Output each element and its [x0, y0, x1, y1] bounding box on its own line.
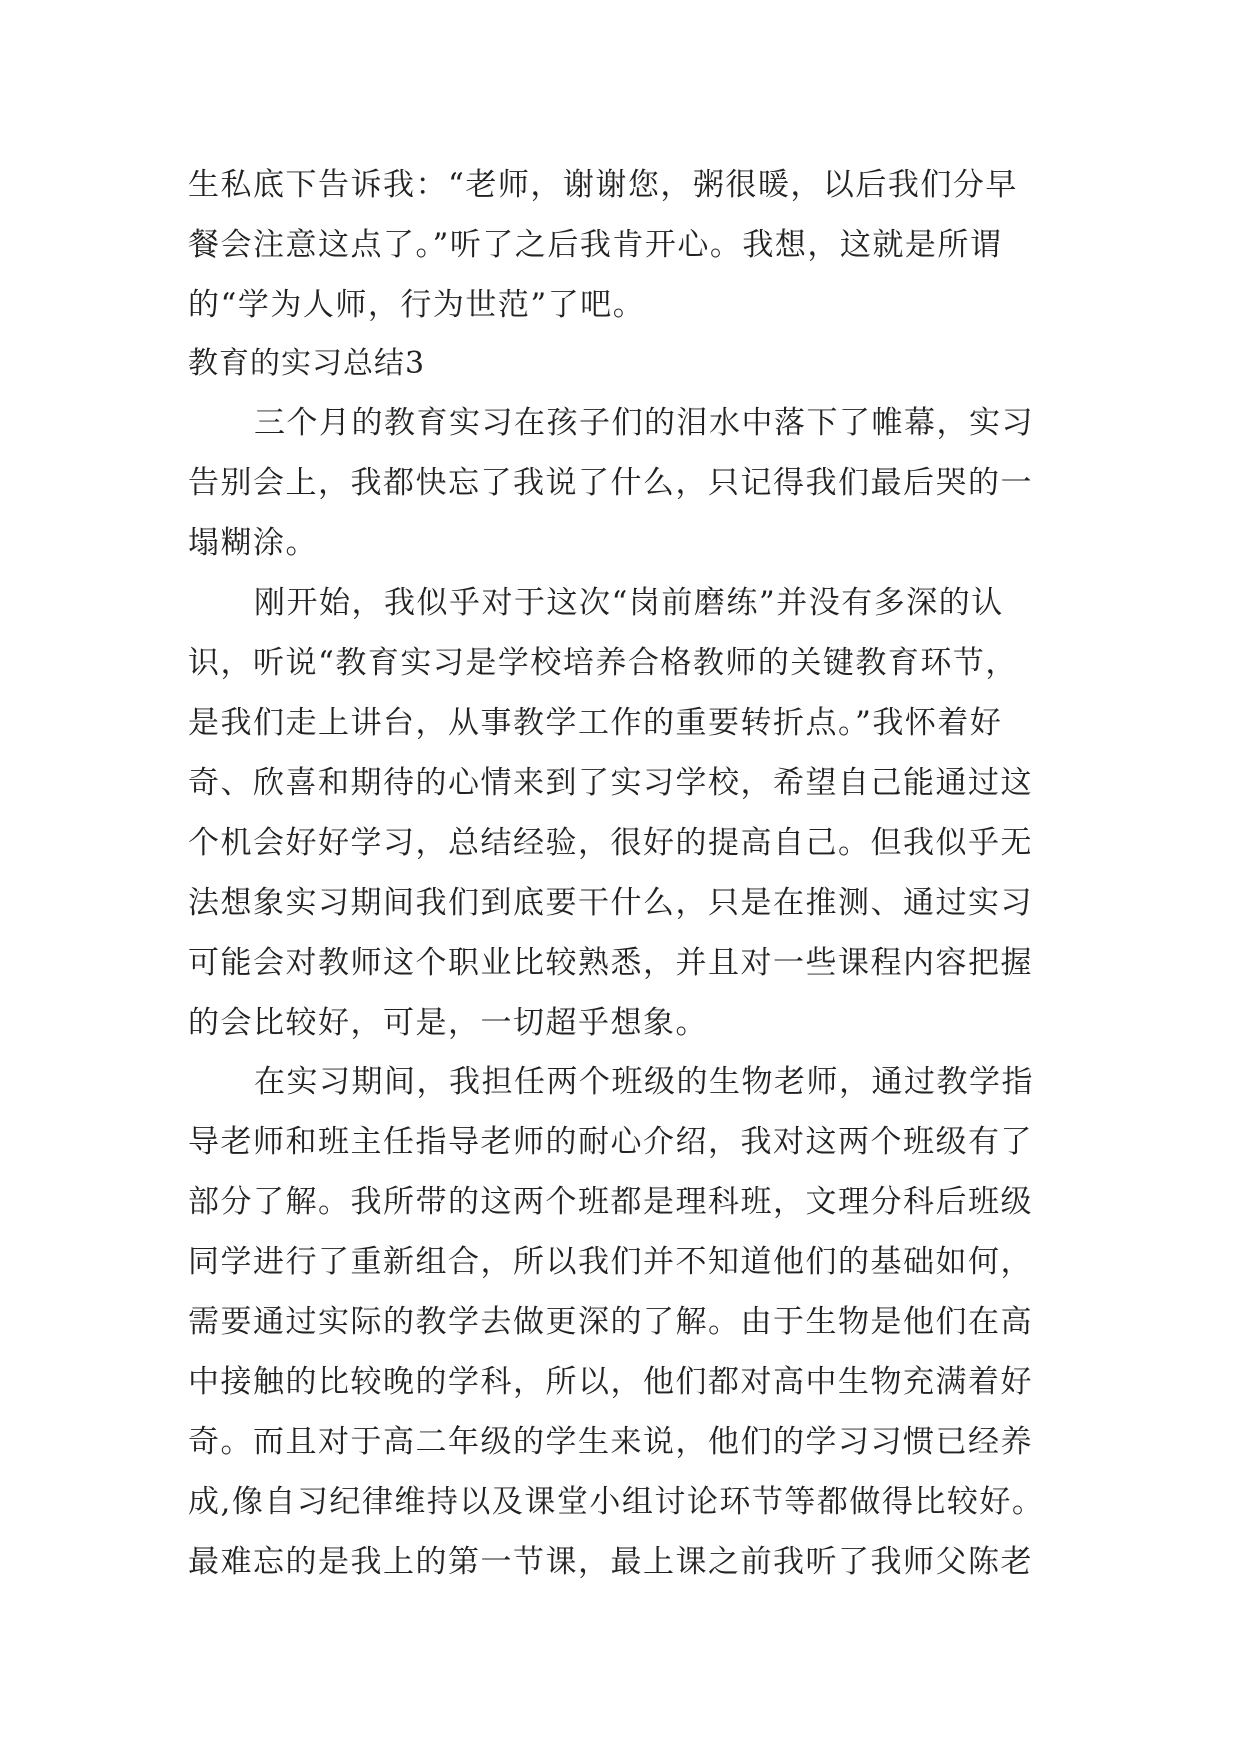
- text-line: 在实习期间，我担任两个班级的生物老师，通过教学指: [254, 1064, 1034, 1100]
- text-line: 最难忘的是我上的第一节课，最上课之前我听了我师父陈老: [188, 1544, 1033, 1580]
- paragraph-2: [188, 573, 1068, 1053]
- text-line: 可能会对教师这个职业比较熟悉，并且对一些课程内容把握: [188, 945, 1033, 981]
- text-line: 的会比较好，可是，一切超乎想象。: [188, 1005, 708, 1041]
- text-line: 奇、欣喜和期待的心情来到了实习学校，希望自己能通过这: [188, 765, 1033, 801]
- text-line: 导老师和班主任指导老师的耐心介绍，我对这两个班级有了: [188, 1124, 1033, 1160]
- continuation-paragraph: [188, 155, 1068, 335]
- text-line: 餐会注意这点了。”听了之后我肯开心。我想，这就是所谓: [188, 227, 1003, 263]
- text-line: 中接触的比较晚的学科，所以，他们都对高中生物充满着好: [188, 1364, 1033, 1400]
- section-heading-block: [188, 334, 1068, 394]
- text-line: 成,像自习纪律维持以及课堂小组讨论环节等都做得比较好。: [188, 1484, 1045, 1520]
- text-line: 部分了解。我所带的这两个班都是理科班，文理分科后班级: [188, 1184, 1033, 1220]
- text-line: 个机会好好学习，总结经验，很好的提高自己。但我似乎无: [188, 825, 1033, 861]
- text-line: 塌糊涂。: [188, 525, 318, 561]
- text-line: 刚开始，我似乎对于这次“岗前磨练”并没有多深的认: [254, 585, 1004, 621]
- text-line: 需要通过实际的教学去做更深的了解。由于生物是他们在高: [188, 1304, 1033, 1340]
- text-line: 识，听说“教育实习是学校培养合格教师的关键教育环节，: [188, 645, 1018, 681]
- text-line: 法想象实习期间我们到底要干什么，只是在推测、通过实习: [188, 885, 1033, 921]
- text-line: 奇。而且对于高二年级的学生来说，他们的学习习惯已经养: [188, 1424, 1033, 1460]
- section-heading: 教育的实习总结3: [188, 346, 426, 381]
- text-line: 同学进行了重新组合，所以我们并不知道他们的基础如何，: [188, 1244, 1033, 1280]
- paragraph-1: [188, 393, 1068, 573]
- text-line: 三个月的教育实习在孩子们的泪水中落下了帷幕，实习: [254, 405, 1034, 441]
- text-line: 生私底下告诉我：“老师，谢谢您，粥很暖，以后我们分早: [188, 167, 1018, 203]
- text-line: 告别会上，我都快忘了我说了什么，只记得我们最后哭的一: [188, 465, 1033, 501]
- paragraph-3: [188, 1052, 1068, 1592]
- text-line: 的“学为人师，行为世范”了吧。: [188, 287, 646, 323]
- text-line: 是我们走上讲台，从事教学工作的重要转折点。”我怀着好: [188, 705, 1003, 741]
